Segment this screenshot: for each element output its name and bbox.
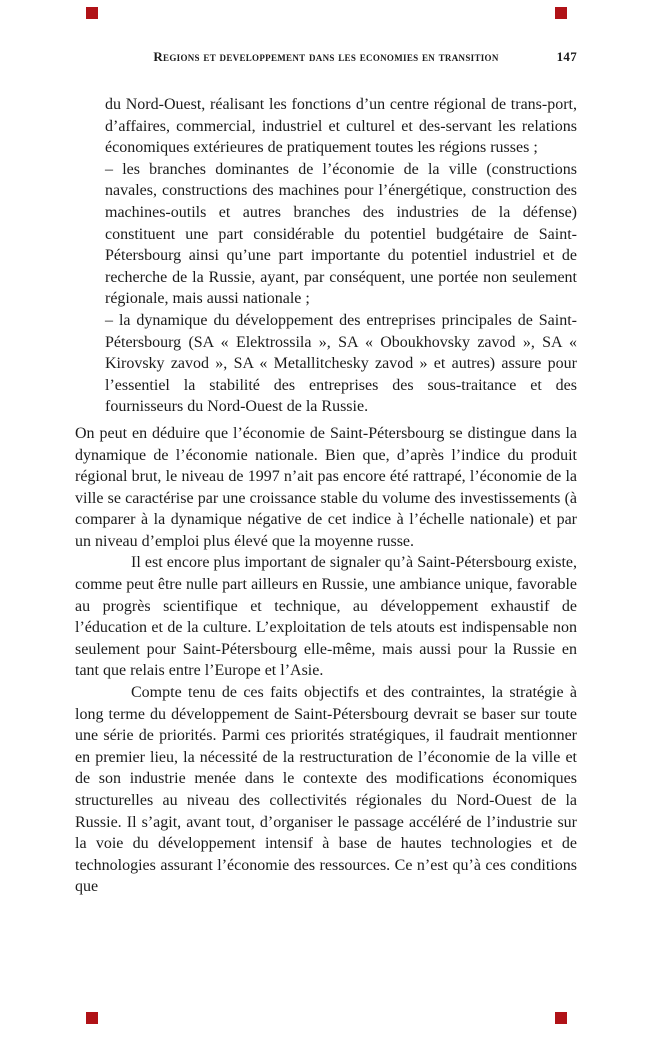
corner-mark-bottom-right <box>555 1012 567 1024</box>
running-title: Regions et developpement dans les economies en transition <box>153 49 499 64</box>
list-item: – les branches dominantes de l’économie de la ville (constructions navales, constructions des machines pour l’énergétique, construction des machines-outils et autres branches des industries de la défense) constituent une part considérable du potentiel budgétaire de Saint-Pétersbourg ainsi qu’une part importante du potentiel industriel et de recherche de la Russie, ayant, par conséquent, une portée non seulement régionale, mais aussi nationale ; <box>105 160 577 308</box>
paragraph: Compte tenu de ces faits objectifs et des contraintes, la stratégie à long terme du développement de Saint-Pétersbourg devrait se baser sur toute une série de priorités. Parmi ces priorités stratégiques, il faudrait mentionner en premier lieu, la nécessité de la restructuration de l’économie de la ville et de son industrie menée dans le contexte des modifications économiques structurelles au niveau des collectivités régionales du Nord-Ouest de la Russie. Il s’agit, avant tout, d’organiser le passage accéléré de l’industrie sur la voie du développement intensif à base de hautes technologies et de technologies assurant l’économie des ressources. Ce n’est qu’à ces conditions que <box>75 684 577 896</box>
paragraph: On peut en déduire que l’économie de Saint-Pétersbourg se distingue dans la dynamique de l’économie nationale. Bien que, d’après l’indice du produit régional brut, le niveau de 1997 n’ait pas encore été rattrapé, l’économie de la ville se caractérise par une croissance stable du volume des investissements (à comparer à la dynamique négative de cet indice à l’échelle nationale) et par un niveau d’emploi plus élevé que la moyenne russe. <box>75 424 577 550</box>
body-text <box>75 94 577 898</box>
corner-mark-top-left <box>86 7 98 19</box>
page-number: 147 <box>556 49 577 64</box>
corner-mark-top-right <box>555 7 567 19</box>
list-item-continuation: du Nord-Ouest, réalisant les fonctions d’un centre régional de trans-port, d’affaires, commercial, industriel et culturel et des-servant les relations économiques extérieures de pratiquement toutes les régions russes ; <box>105 96 577 157</box>
running-header <box>75 49 577 65</box>
paragraph: Il est encore plus important de signaler qu’à Saint-Pétersbourg existe, comme peut être nulle part ailleurs en Russie, une ambiance unique, favorable au progrès scientifique et technique, au développement exhaustif de l’éducation et de la culture. L’exploitation de tels atouts est indispensable non seulement pour Saint-Pétersbourg elle-même, mais aussi pour la Russie en tant que relais entre l’Europe et l’Asie. <box>75 554 577 680</box>
list-item: – la dynamique du développement des entreprises principales de Saint-Pétersbourg (SA « Elektrossila », SA « Oboukhovsky zavod », SA « Kirovsky zavod », SA « Metallitchesky zavod » et autres) assure pour l’essentiel la stabilité des entreprises des sous-traitance et des fournisseurs du Nord-Ouest de la Russie. <box>105 311 577 416</box>
corner-mark-bottom-left <box>86 1012 98 1024</box>
list-block <box>105 94 577 418</box>
